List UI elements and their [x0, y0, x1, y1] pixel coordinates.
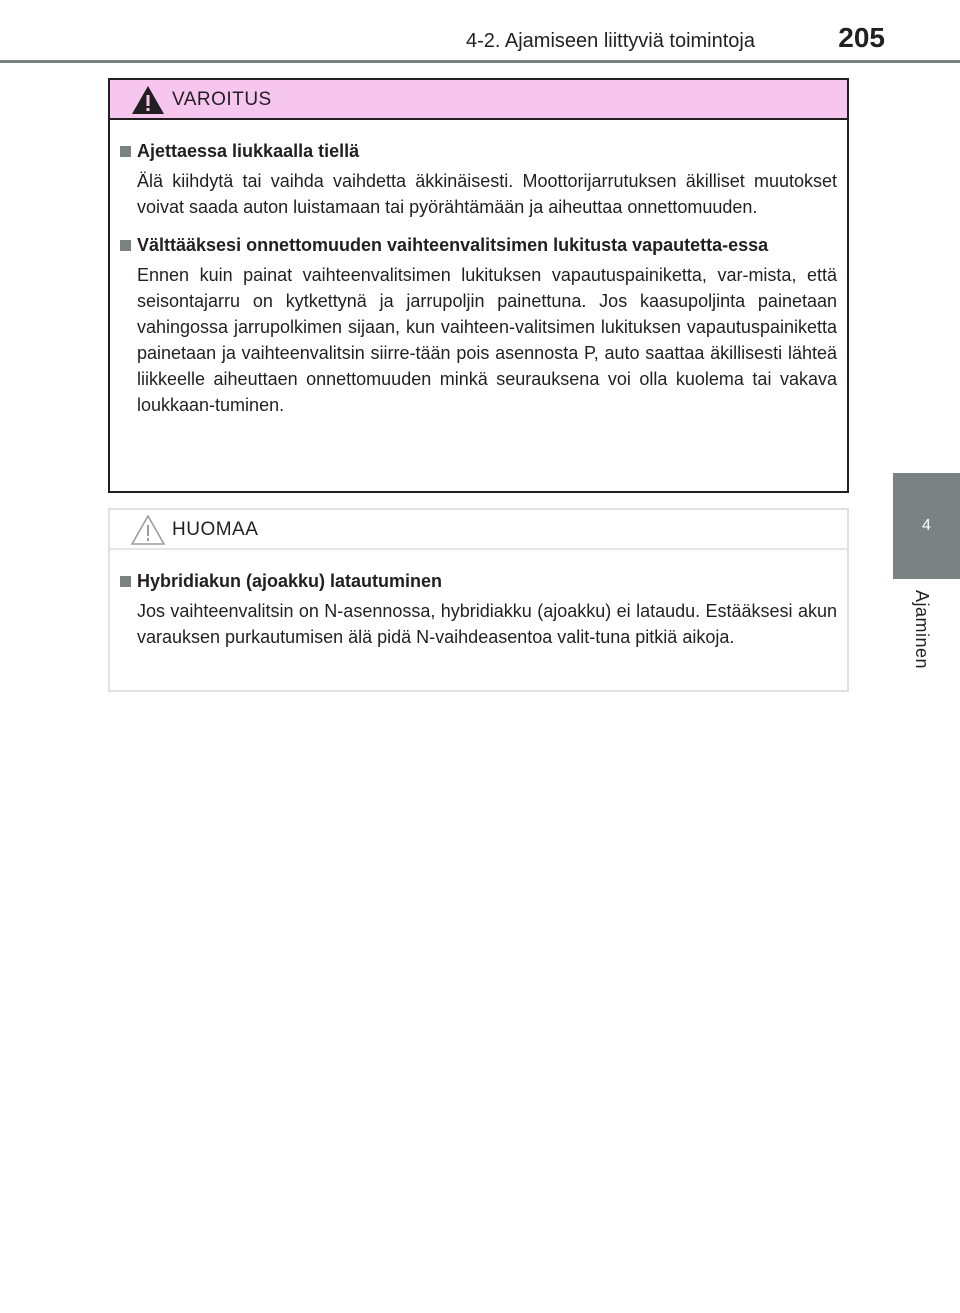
warning-item-heading: Välttääksesi onnettomuuden vaihteenvalitsimen lukitusta vapautetta-essa	[137, 235, 769, 255]
warning-box	[108, 78, 849, 493]
notice-box	[108, 508, 849, 692]
notice-item	[120, 568, 837, 650]
warning-item-heading: Ajettaessa liukkaalla tiellä	[137, 141, 360, 161]
warning-body	[110, 120, 847, 418]
warning-title: VAROITUS	[172, 89, 272, 110]
warning-item-text: Älä kiihdytä tai vaihda vaihdetta äkkinäisesti. Moottorijarrutuksen äkilliset muutokset voivat saada auton luistamaan tai pyörähtämään ja aiheuttaa onnettomuuden.	[137, 171, 837, 217]
chapter-tab: 4	[893, 473, 960, 579]
warning-item	[120, 138, 837, 220]
bullet-square-icon	[120, 240, 131, 251]
warning-triangle-icon	[130, 84, 166, 116]
notice-header	[110, 510, 847, 550]
caution-triangle-icon	[130, 514, 166, 546]
warning-header	[110, 80, 847, 120]
notice-title: HUOMAA	[172, 519, 259, 540]
bullet-square-icon	[120, 576, 131, 587]
warning-item	[120, 232, 837, 418]
notice-body	[110, 550, 847, 650]
notice-item-text: Jos vaihteenvalitsin on N-asennossa, hybridiakku (ajoakku) ei lataudu. Estääksesi akun varauksen purkautumisen älä pidä N-vaihdeasentoa valit-tuna pitkiä aikoja.	[137, 601, 837, 647]
chapter-label: Ajaminen	[912, 590, 932, 670]
header-section-title: 4-2. Ajamiseen liittyviä toimintoja	[465, 30, 755, 52]
bullet-square-icon	[120, 146, 131, 157]
warning-item-text: Ennen kuin painat vaihteenvalitsimen lukituksen vapautuspainiketta, var-mista, että seisontajarru on kytkettynä ja jarrupoljin painettuna. Jos kaasupoljinta painetaan vahingossa jarrupolkimen sijaan, kun vaihteen-valitsimen lukituksen vapautuspainiketta painetaan ja vaihteenvalitsin siirre-tään pois asennosta P, auto saattaa äkillisesti lähteä liikkeelle aiheuttaen onnettomuuden minkä seurauksena voi olla kuolema tai vakava loukkaan-tuminen.	[137, 265, 837, 415]
page-number: 205	[838, 22, 885, 53]
notice-item-heading: Hybridiakun (ajoakku) latautuminen	[137, 571, 443, 591]
header-divider	[0, 60, 960, 63]
